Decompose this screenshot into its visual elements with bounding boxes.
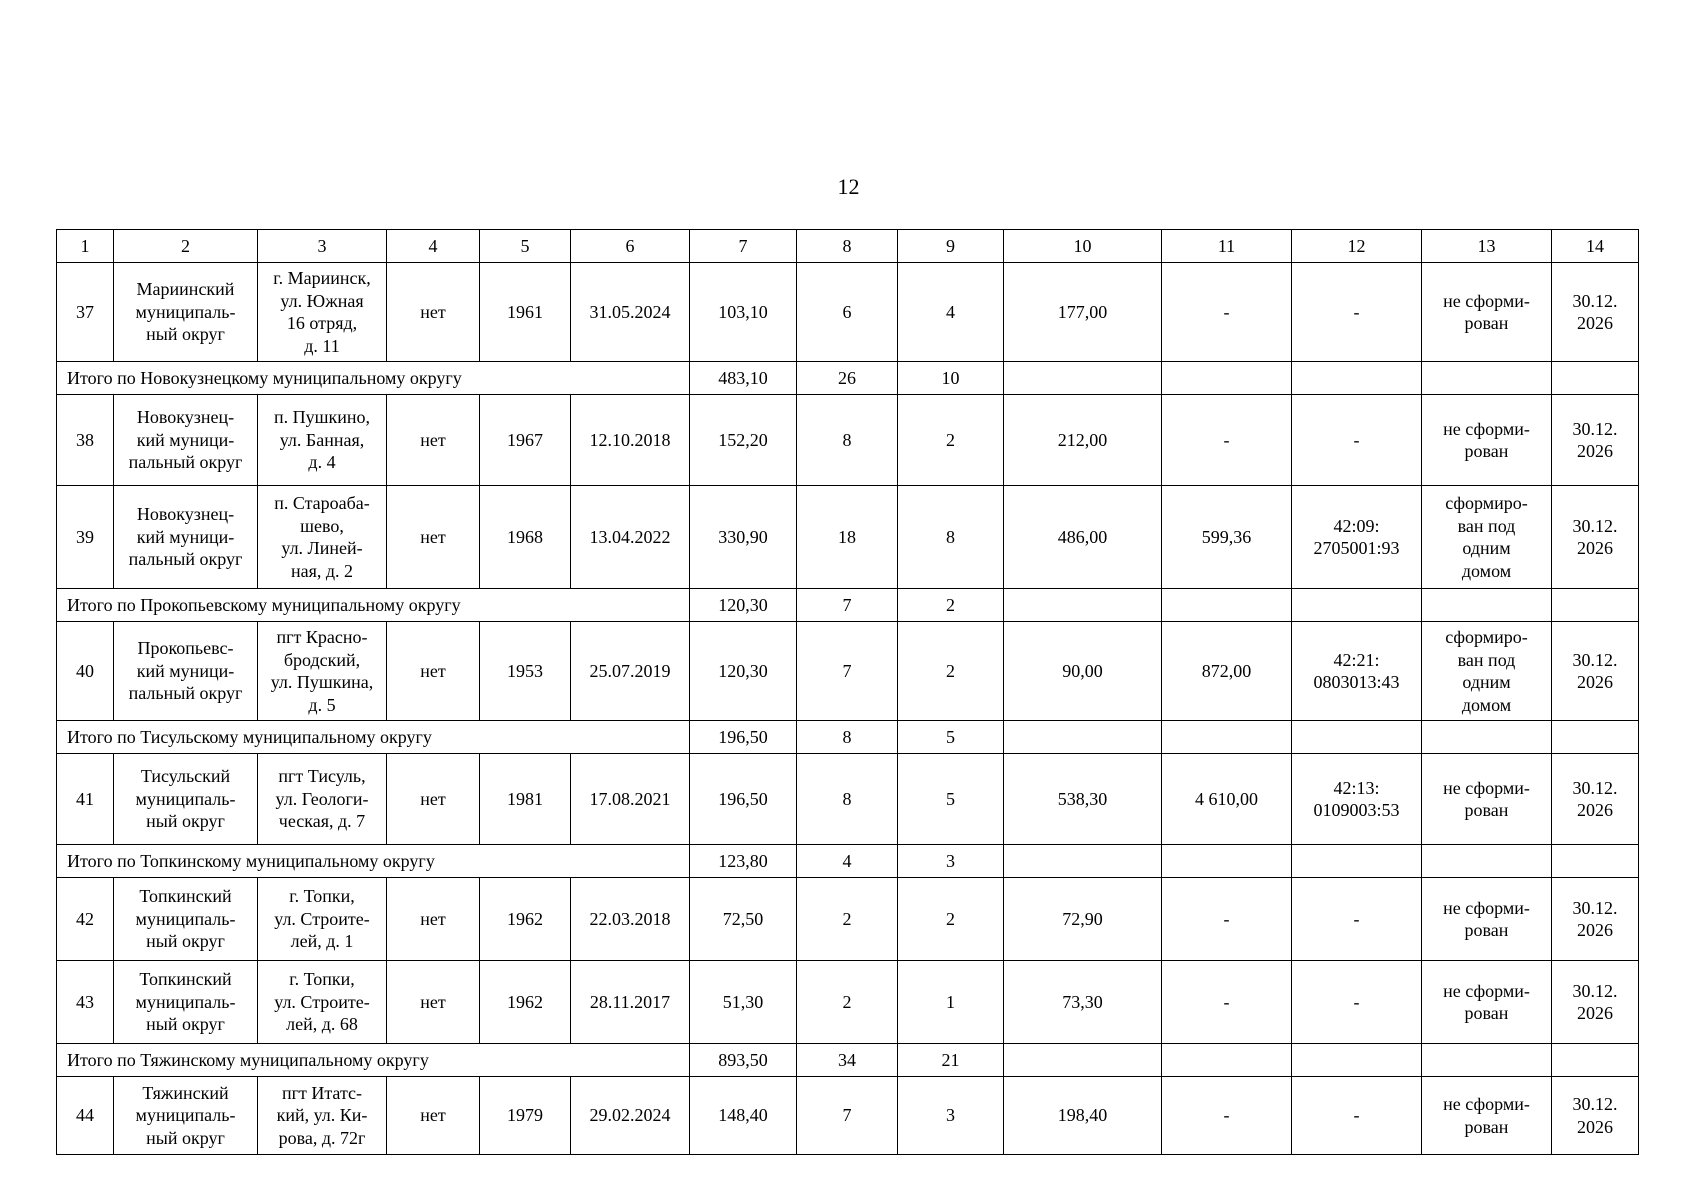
cell-land-area: 4 610,00 <box>1162 754 1292 845</box>
empty-cell <box>1552 589 1639 622</box>
cell-land-status: не сформи- рован <box>1422 878 1552 961</box>
cell-address: пгт Тисуль, ул. Геологи- ческая, д. 7 <box>258 754 387 845</box>
cell-date: 22.03.2018 <box>571 878 690 961</box>
cell-deadline: 30.12. 2026 <box>1552 961 1639 1044</box>
cell-land-area: 599,36 <box>1162 486 1292 589</box>
cell-rooms: 2 <box>898 622 1004 721</box>
cell-date: 25.07.2019 <box>571 622 690 721</box>
cell-address: г. Топки, ул. Строите- лей, д. 1 <box>258 878 387 961</box>
cell-cadastral-number: - <box>1292 961 1422 1044</box>
cell-municipality: Тяжинский муниципаль- ный округ <box>114 1077 258 1155</box>
cell-area: 72,50 <box>690 878 797 961</box>
cell-municipality: Топкинский муниципаль- ный округ <box>114 878 258 961</box>
empty-cell <box>1292 1044 1422 1077</box>
cell-address: г. Топки, ул. Строите- лей, д. 68 <box>258 961 387 1044</box>
empty-cell <box>1004 1044 1162 1077</box>
subtotal-row <box>57 362 1639 395</box>
subtotal-row <box>57 1044 1639 1077</box>
cell-area: 196,50 <box>690 754 797 845</box>
subtotal-people: 8 <box>797 721 898 754</box>
column-header: 5 <box>480 230 571 263</box>
cell-land-status: не сформи- рован <box>1422 961 1552 1044</box>
table-row <box>57 263 1639 362</box>
register-table <box>56 229 1639 1155</box>
empty-cell <box>1292 589 1422 622</box>
cell-flag: нет <box>387 263 480 362</box>
column-header: 7 <box>690 230 797 263</box>
cell-date: 29.02.2024 <box>571 1077 690 1155</box>
table-body <box>57 230 1639 1155</box>
cell-rooms: 8 <box>898 486 1004 589</box>
cell-land-area: 872,00 <box>1162 622 1292 721</box>
subtotal-area: 893,50 <box>690 1044 797 1077</box>
empty-cell <box>1422 362 1552 395</box>
empty-cell <box>1162 589 1292 622</box>
table-row <box>57 878 1639 961</box>
cell-row-number: 44 <box>57 1077 114 1155</box>
column-header: 6 <box>571 230 690 263</box>
subtotal-rooms: 21 <box>898 1044 1004 1077</box>
table-row <box>57 1077 1639 1155</box>
cell-address: п. Староаба- шево, ул. Линей- ная, д. 2 <box>258 486 387 589</box>
empty-cell <box>1004 589 1162 622</box>
cell-deadline: 30.12. 2026 <box>1552 622 1639 721</box>
cell-residents: 7 <box>797 1077 898 1155</box>
cell-residents: 8 <box>797 395 898 486</box>
cell-year-built: 1979 <box>480 1077 571 1155</box>
cell-area: 120,30 <box>690 622 797 721</box>
table-row <box>57 961 1639 1044</box>
cell-area-total: 177,00 <box>1004 263 1162 362</box>
column-header: 13 <box>1422 230 1552 263</box>
empty-cell <box>1552 845 1639 878</box>
cell-residents: 6 <box>797 263 898 362</box>
table-row <box>57 754 1639 845</box>
empty-cell <box>1422 1044 1552 1077</box>
cell-year-built: 1962 <box>480 961 571 1044</box>
cell-area-total: 90,00 <box>1004 622 1162 721</box>
cell-date: 13.04.2022 <box>571 486 690 589</box>
empty-cell <box>1004 362 1162 395</box>
empty-cell <box>1552 362 1639 395</box>
empty-cell <box>1552 1044 1639 1077</box>
cell-area: 103,10 <box>690 263 797 362</box>
cell-land-status: не сформи- рован <box>1422 395 1552 486</box>
empty-cell <box>1422 845 1552 878</box>
empty-cell <box>1162 845 1292 878</box>
cell-land-status: не сформи- рован <box>1422 1077 1552 1155</box>
column-header: 14 <box>1552 230 1639 263</box>
cell-rooms: 2 <box>898 395 1004 486</box>
cell-deadline: 30.12. 2026 <box>1552 486 1639 589</box>
cell-year-built: 1962 <box>480 878 571 961</box>
cell-residents: 18 <box>797 486 898 589</box>
cell-cadastral-number: 42:21: 0803013:43 <box>1292 622 1422 721</box>
cell-flag: нет <box>387 395 480 486</box>
cell-row-number: 40 <box>57 622 114 721</box>
cell-residents: 2 <box>797 878 898 961</box>
cell-rooms: 4 <box>898 263 1004 362</box>
cell-area: 330,90 <box>690 486 797 589</box>
subtotal-area: 483,10 <box>690 362 797 395</box>
empty-cell <box>1292 845 1422 878</box>
cell-municipality: Тисульский муниципаль- ный округ <box>114 754 258 845</box>
cell-area: 148,40 <box>690 1077 797 1155</box>
empty-cell <box>1004 721 1162 754</box>
cell-flag: нет <box>387 961 480 1044</box>
column-header: 2 <box>114 230 258 263</box>
empty-cell <box>1292 721 1422 754</box>
cell-area-total: 212,00 <box>1004 395 1162 486</box>
empty-cell <box>1162 721 1292 754</box>
cell-municipality: Новокузнец- кий муници- пальный округ <box>114 395 258 486</box>
subtotal-label: Итого по Топкинскому муниципальному округу <box>57 845 690 878</box>
cell-municipality: Прокопьевс- кий муници- пальный округ <box>114 622 258 721</box>
cell-address: г. Мариинск, ул. Южная 16 отряд, д. 11 <box>258 263 387 362</box>
cell-year-built: 1961 <box>480 263 571 362</box>
cell-municipality: Мариинский муниципаль- ный округ <box>114 263 258 362</box>
cell-rooms: 2 <box>898 878 1004 961</box>
cell-date: 12.10.2018 <box>571 395 690 486</box>
cell-cadastral-number: - <box>1292 395 1422 486</box>
cell-land-area: - <box>1162 263 1292 362</box>
empty-cell <box>1292 362 1422 395</box>
cell-row-number: 37 <box>57 263 114 362</box>
cell-area: 152,20 <box>690 395 797 486</box>
cell-land-area: - <box>1162 878 1292 961</box>
cell-date: 28.11.2017 <box>571 961 690 1044</box>
table-row <box>57 622 1639 721</box>
cell-address: пгт Красно- бродский, ул. Пушкина, д. 5 <box>258 622 387 721</box>
cell-row-number: 38 <box>57 395 114 486</box>
cell-cadastral-number: 42:13: 0109003:53 <box>1292 754 1422 845</box>
cell-deadline: 30.12. 2026 <box>1552 1077 1639 1155</box>
subtotal-area: 120,30 <box>690 589 797 622</box>
cell-area-total: 198,40 <box>1004 1077 1162 1155</box>
cell-land-status: не сформи- рован <box>1422 754 1552 845</box>
empty-cell <box>1162 362 1292 395</box>
cell-area: 51,30 <box>690 961 797 1044</box>
table-row <box>57 395 1639 486</box>
column-header: 11 <box>1162 230 1292 263</box>
column-header: 9 <box>898 230 1004 263</box>
cell-deadline: 30.12. 2026 <box>1552 263 1639 362</box>
cell-date: 17.08.2021 <box>571 754 690 845</box>
cell-residents: 7 <box>797 622 898 721</box>
subtotal-people: 4 <box>797 845 898 878</box>
cell-municipality: Новокузнец- кий муници- пальный округ <box>114 486 258 589</box>
cell-land-status: сформиро- ван под одним домом <box>1422 486 1552 589</box>
cell-year-built: 1981 <box>480 754 571 845</box>
subtotal-people: 34 <box>797 1044 898 1077</box>
subtotal-rooms: 5 <box>898 721 1004 754</box>
column-header: 12 <box>1292 230 1422 263</box>
cell-deadline: 30.12. 2026 <box>1552 395 1639 486</box>
subtotal-label: Итого по Прокопьевскому муниципальному округу <box>57 589 690 622</box>
cell-year-built: 1953 <box>480 622 571 721</box>
cell-cadastral-number: - <box>1292 263 1422 362</box>
cell-row-number: 42 <box>57 878 114 961</box>
column-header: 1 <box>57 230 114 263</box>
subtotal-people: 26 <box>797 362 898 395</box>
cell-rooms: 5 <box>898 754 1004 845</box>
page-number: 12 <box>837 174 860 199</box>
cell-land-status: не сформи- рован <box>1422 263 1552 362</box>
cell-land-status: сформиро- ван под одним домом <box>1422 622 1552 721</box>
cell-row-number: 41 <box>57 754 114 845</box>
cell-flag: нет <box>387 878 480 961</box>
cell-flag: нет <box>387 1077 480 1155</box>
cell-address: п. Пушкино, ул. Банная, д. 4 <box>258 395 387 486</box>
subtotal-area: 196,50 <box>690 721 797 754</box>
cell-rooms: 3 <box>898 1077 1004 1155</box>
cell-flag: нет <box>387 754 480 845</box>
subtotal-label: Итого по Тяжинскому муниципальному округу <box>57 1044 690 1077</box>
cell-cadastral-number: - <box>1292 878 1422 961</box>
cell-row-number: 43 <box>57 961 114 1044</box>
cell-residents: 2 <box>797 961 898 1044</box>
column-header: 3 <box>258 230 387 263</box>
column-header: 10 <box>1004 230 1162 263</box>
cell-date: 31.05.2024 <box>571 263 690 362</box>
header-row <box>57 230 1639 263</box>
cell-flag: нет <box>387 622 480 721</box>
cell-land-area: - <box>1162 395 1292 486</box>
empty-cell <box>1552 721 1639 754</box>
table-row <box>57 486 1639 589</box>
cell-land-area: - <box>1162 1077 1292 1155</box>
cell-area-total: 486,00 <box>1004 486 1162 589</box>
subtotal-row <box>57 845 1639 878</box>
cell-area-total: 72,90 <box>1004 878 1162 961</box>
subtotal-label: Итого по Новокузнецкому муниципальному округу <box>57 362 690 395</box>
cell-deadline: 30.12. 2026 <box>1552 878 1639 961</box>
empty-cell <box>1162 1044 1292 1077</box>
column-header: 4 <box>387 230 480 263</box>
cell-municipality: Топкинский муниципаль- ный округ <box>114 961 258 1044</box>
empty-cell <box>1004 845 1162 878</box>
empty-cell <box>1422 721 1552 754</box>
cell-cadastral-number: - <box>1292 1077 1422 1155</box>
cell-row-number: 39 <box>57 486 114 589</box>
cell-land-area: - <box>1162 961 1292 1044</box>
cell-flag: нет <box>387 486 480 589</box>
subtotal-rooms: 3 <box>898 845 1004 878</box>
subtotal-row <box>57 721 1639 754</box>
subtotal-label: Итого по Тисульскому муниципальному округу <box>57 721 690 754</box>
subtotal-rooms: 10 <box>898 362 1004 395</box>
subtotal-area: 123,80 <box>690 845 797 878</box>
cell-residents: 8 <box>797 754 898 845</box>
cell-deadline: 30.12. 2026 <box>1552 754 1639 845</box>
cell-rooms: 1 <box>898 961 1004 1044</box>
subtotal-people: 7 <box>797 589 898 622</box>
cell-address: пгт Итатс- кий, ул. Ки- рова, д. 72г <box>258 1077 387 1155</box>
cell-area-total: 538,30 <box>1004 754 1162 845</box>
subtotal-rooms: 2 <box>898 589 1004 622</box>
subtotal-row <box>57 589 1639 622</box>
cell-cadastral-number: 42:09: 2705001:93 <box>1292 486 1422 589</box>
cell-year-built: 1967 <box>480 395 571 486</box>
cell-year-built: 1968 <box>480 486 571 589</box>
empty-cell <box>1422 589 1552 622</box>
cell-area-total: 73,30 <box>1004 961 1162 1044</box>
column-header: 8 <box>797 230 898 263</box>
